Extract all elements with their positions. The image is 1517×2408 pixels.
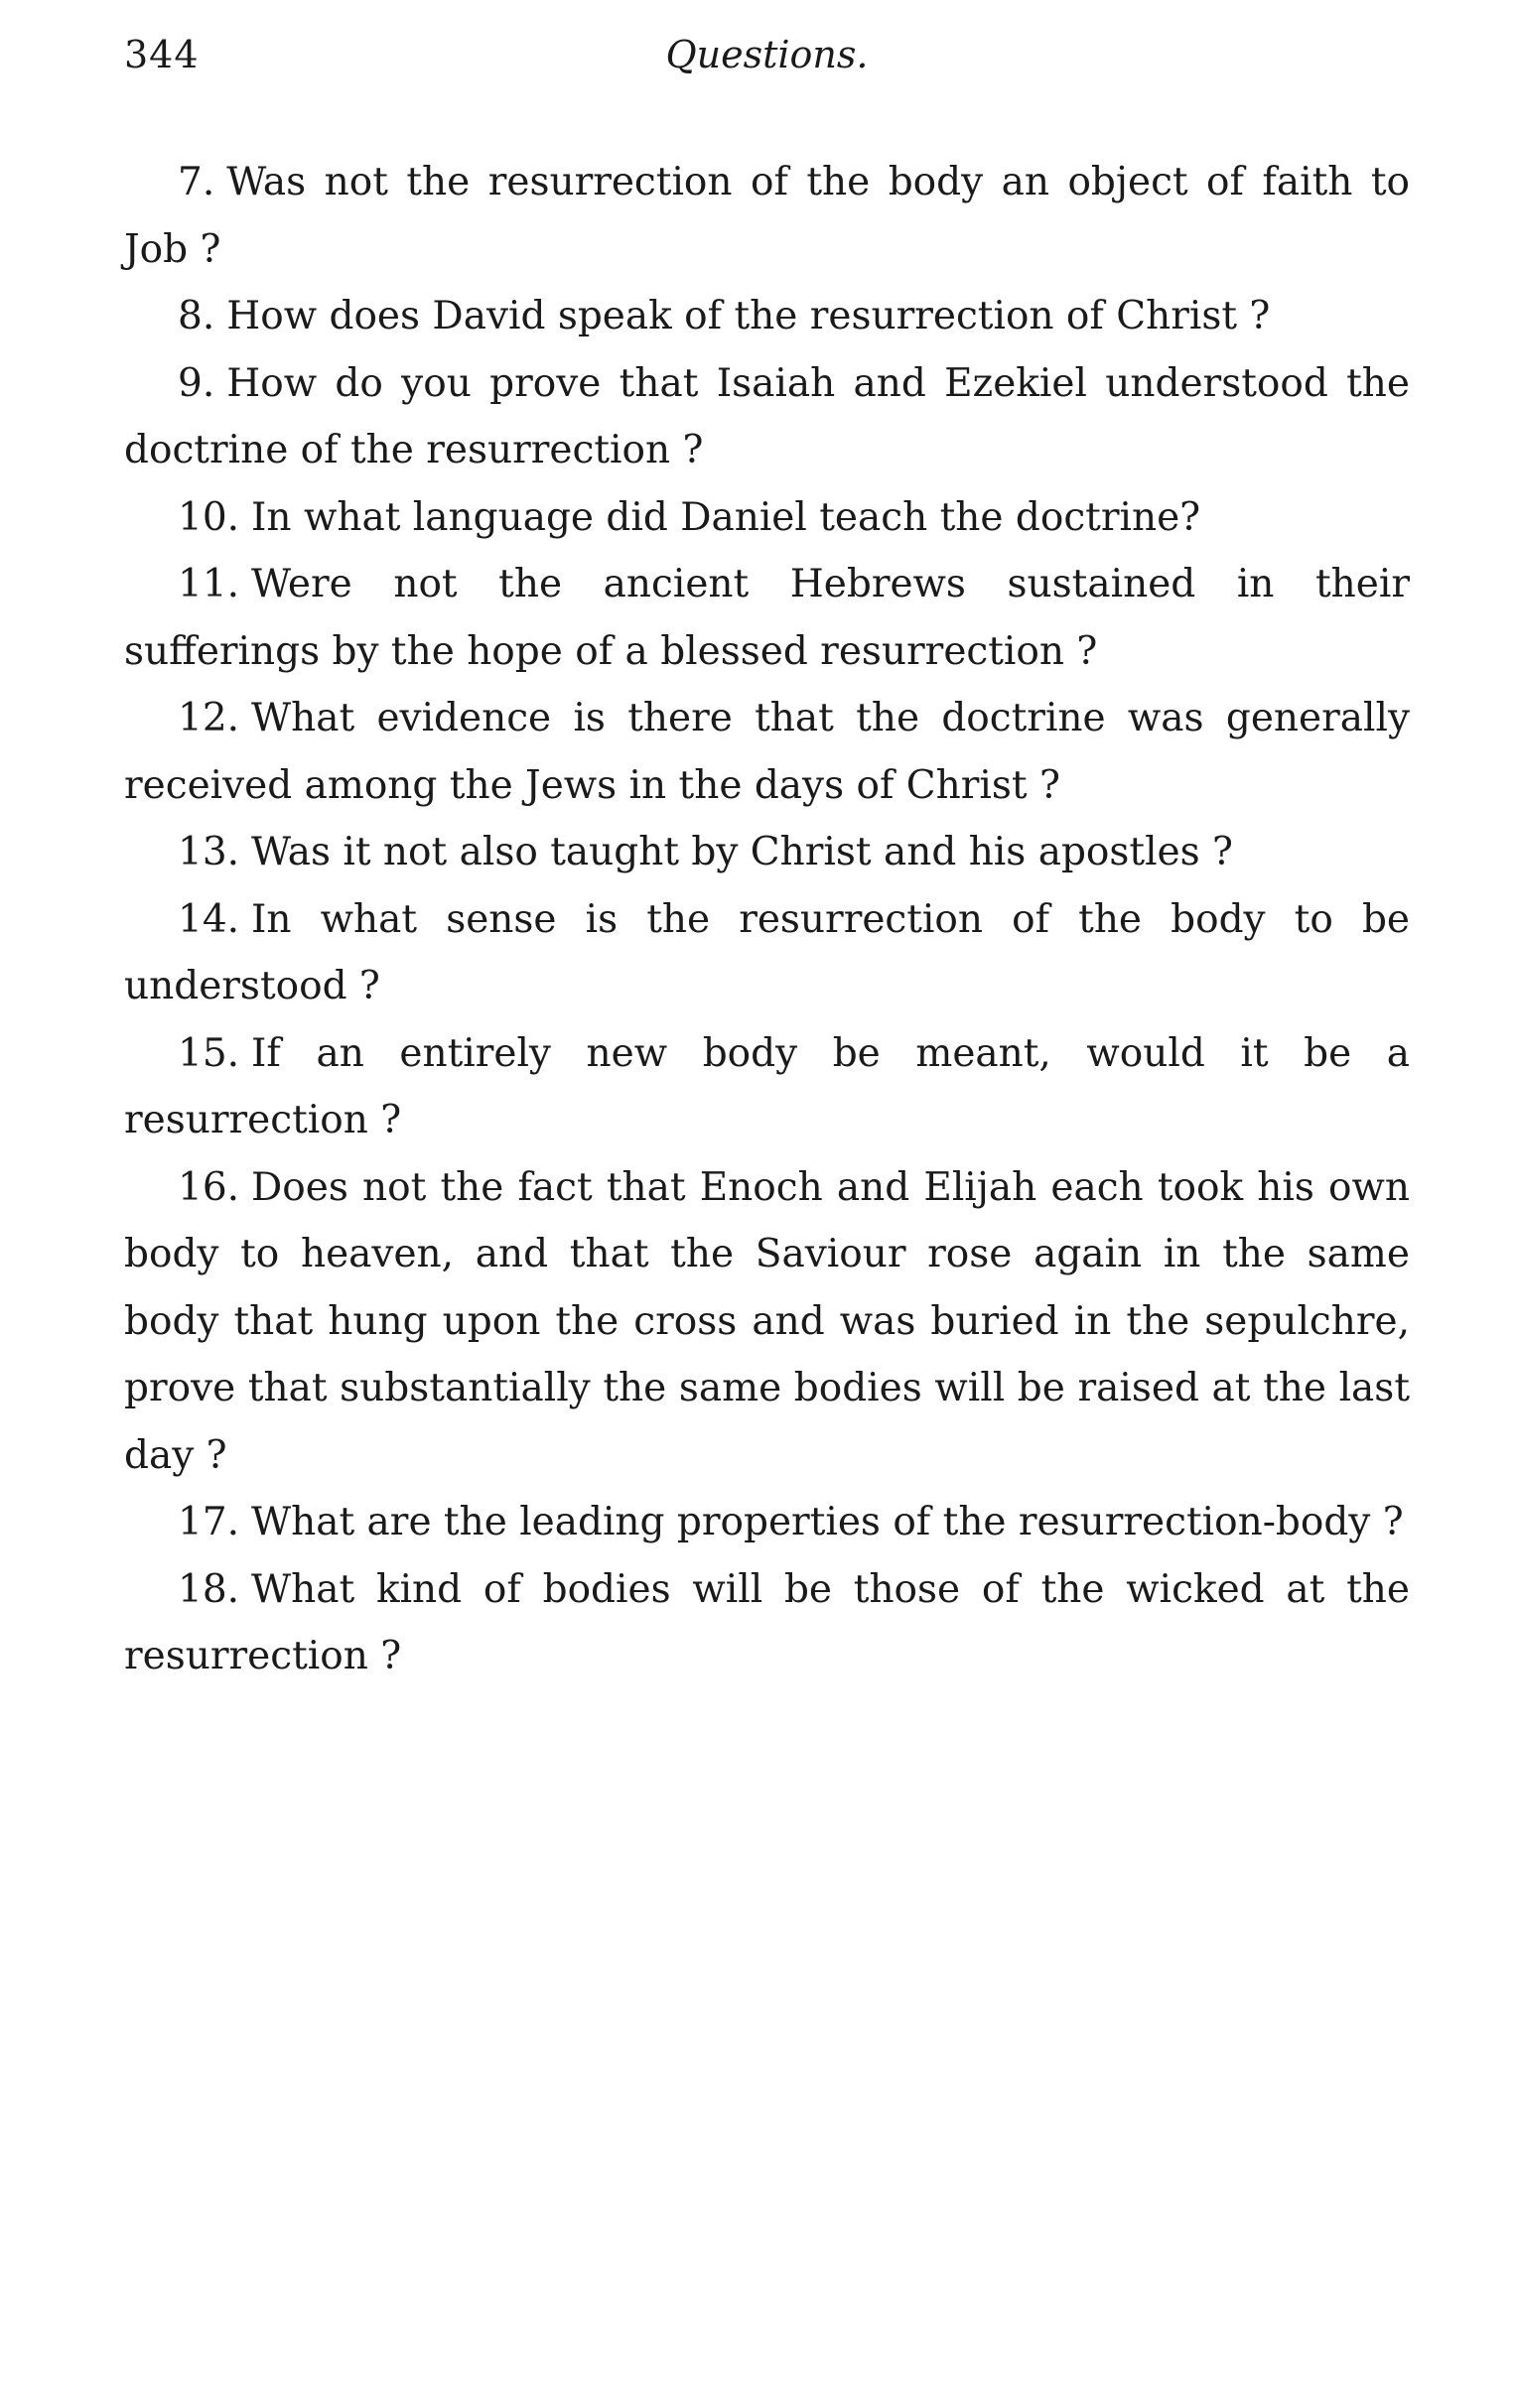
question-number: 15. [178, 1030, 240, 1076]
question-number: 16. [178, 1164, 240, 1210]
question-number: 7. [178, 160, 215, 204]
question-item [124, 484, 1410, 552]
question-number: 11. [178, 562, 240, 606]
question-text: Does not the fact that Enoch and Elijah each took his own body to heaven, and that the Saviour rose again in the same body that hung upon the cross and was buried in the sepulchre, prove that substantially the same bodies will be raised at the last day ? [124, 1164, 1410, 1478]
question-number: 12. [178, 696, 240, 740]
question-item [124, 149, 1410, 283]
question-text: How do you prove that Isaiah and Ezekiel understood the doctrine of the resurrection ? [124, 360, 1410, 472]
question-number: 10. [178, 494, 240, 540]
question-item [124, 551, 1410, 685]
question-text: In what language did Daniel teach the doctrine? [251, 494, 1201, 540]
question-text: What evidence is there that the doctrine was generally received among the Jews in the days of Christ ? [124, 696, 1410, 808]
question-number: 13. [178, 830, 240, 874]
question-text: If an entirely new body be meant, would it be a resurrection ? [124, 1030, 1410, 1142]
question-text: Was not the resurrection of the body an object of faith to Job ? [124, 160, 1410, 272]
question-item [124, 886, 1410, 1020]
question-item [124, 1020, 1410, 1154]
question-item [124, 1154, 1410, 1490]
question-text: How does David speak of the resurrection of Christ ? [226, 294, 1271, 338]
question-number: 9. [178, 360, 215, 406]
question-text: Was it not also taught by Christ and his apostles ? [251, 830, 1233, 874]
question-item [124, 350, 1410, 484]
question-text: What kind of bodies will be those of the wicked at the resurrection ? [124, 1566, 1410, 1678]
book-page [124, 28, 1410, 1690]
running-title: Questions. [665, 33, 869, 76]
question-number: 8. [178, 294, 215, 338]
question-number: 18. [178, 1566, 240, 1612]
question-item [124, 685, 1410, 819]
question-item [124, 1489, 1410, 1556]
question-text: What are the leading properties of the resurrection-body ? [251, 1500, 1404, 1544]
page-number: 344 [124, 33, 200, 76]
question-number: 14. [178, 896, 240, 942]
question-text: In what sense is the resurrection of the body to be understood ? [124, 896, 1410, 1008]
question-number: 17. [178, 1500, 240, 1544]
question-item [124, 283, 1410, 350]
question-item [124, 1556, 1410, 1690]
question-list [124, 149, 1410, 1690]
question-item [124, 819, 1410, 886]
running-head [124, 28, 1410, 107]
question-text: Were not the ancient Hebrews sustained in their sufferings by the hope of a blessed resurrection ? [124, 562, 1410, 674]
